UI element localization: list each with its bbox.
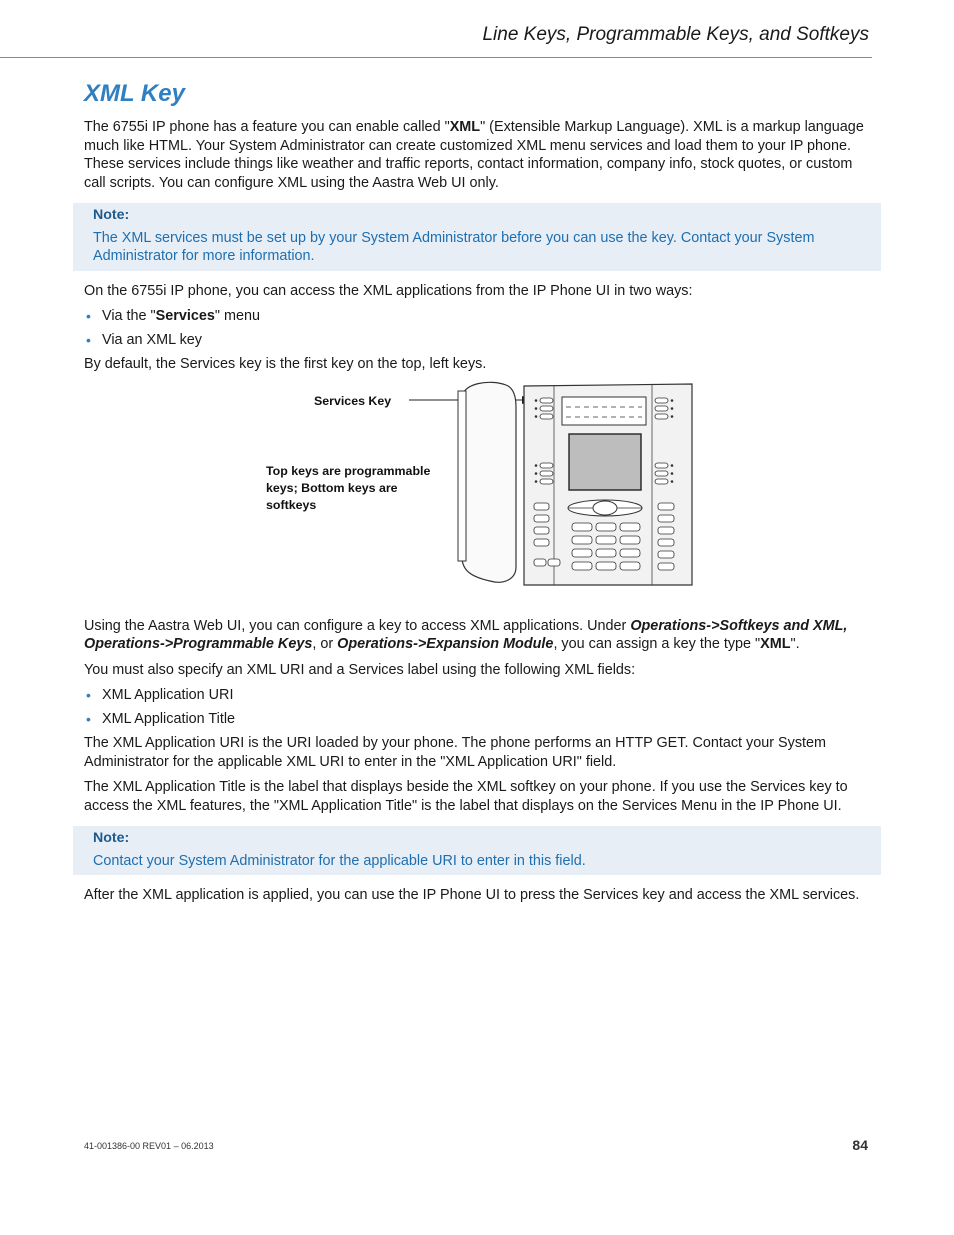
uri-paragraph: The XML Application URI is the URI loaded by your phone. The phone performs an HTTP GET. Contact your System Administrator for the applicable XML URI to enter in the "XML Application URI" field. [84, 735, 827, 770]
web-ui-paragraph: Using the Aastra Web UI, you can configure a key to access XML applications. Under Operations->Softkeys and XML, Operations->Programmable Keys, or Operations->Expansion Module, you can assign a key the type "XML". [84, 617, 848, 652]
fields-paragraph: You must also specify an XML URI and a Services label using the following XML fields: [84, 661, 636, 678]
note-box-services [73, 203, 881, 271]
intro-paragraph: The 6755i IP phone has a feature you can enable called "XML" (Extensible Markup Language). XML is a markup language much like HTML. Your System Administrator can create customized XML menu services and load them to your IP phone. These services include things like weather and traffic reports, contact information, company info, stock quotes, or custom call scripts. You can configure XML using the Aastra Web UI only. [84, 119, 864, 191]
running-header: Line Keys, Programmable Keys, and Softkeys [482, 24, 869, 45]
callout-top-keys: Top keys are programmable keys; Bottom keys are softkeys [266, 463, 431, 512]
note-text: Contact your System Administrator for the applicable URI to enter in this field. [93, 852, 586, 869]
header-rule [0, 57, 872, 58]
title-paragraph: The XML Application Title is the label that displays beside the XML softkey on your phone. If you use the Services key to access the XML features, the "XML Application Title" is the label that displays on the Services Menu in the IP Phone UI. [84, 779, 848, 814]
note-title: Note: [93, 830, 130, 846]
note-title: Note: [93, 207, 130, 223]
list-item: • XML Application URI [86, 687, 234, 703]
bullet-icon: • [86, 710, 91, 727]
callout-services-key: Services Key [314, 393, 392, 408]
bullet-icon: • [86, 331, 91, 348]
phone-figure [84, 381, 870, 617]
note-box-uri [73, 826, 881, 875]
phone-illustration [406, 381, 696, 591]
bullet-icon: • [86, 308, 91, 324]
after-paragraph: After the XML application is applied, you can use the IP Phone UI to press the Services key and access the XML services. [84, 887, 860, 903]
section-title: XML Key [84, 80, 185, 107]
page-number: 84 [852, 1137, 868, 1153]
note-text: The XML services must be set up by your System Administrator before you can use the key. Contact your System Administrator for more information. [93, 229, 815, 264]
footer-doc-id: 41-001386-00 REV01 – 06.2013 [84, 1141, 214, 1151]
list-item: • XML Application Title [86, 710, 236, 727]
xml-fields-list [84, 686, 870, 728]
handset-icon [462, 382, 516, 582]
services-key [540, 398, 553, 403]
list-item: • Via an XML key [86, 331, 202, 348]
access-ways-paragraph: On the 6755i IP phone, you can access the XML applications from the IP Phone UI in two ways: [84, 282, 693, 299]
access-ways-list [84, 307, 870, 349]
list-item: • Via the "Services" menu [86, 308, 260, 324]
page-content [84, 80, 870, 912]
bullet-icon: • [86, 687, 91, 703]
default-key-paragraph: By default, the Services key is the first key on the top, left keys. [84, 356, 487, 372]
